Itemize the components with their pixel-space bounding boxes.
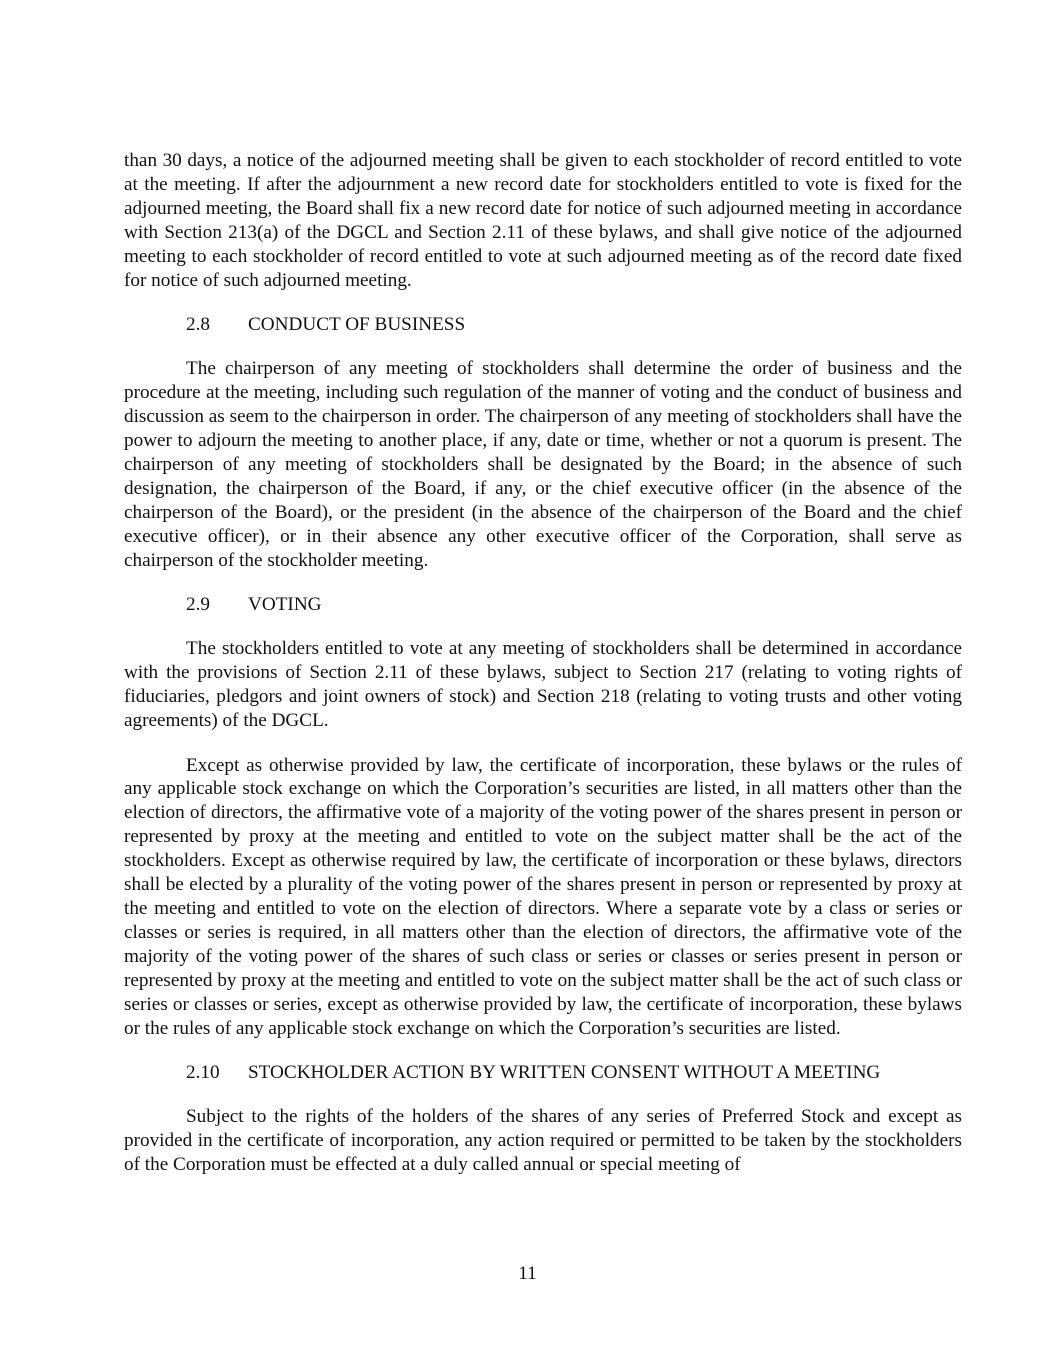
section-heading-2-8 (186, 313, 962, 337)
paragraph-written-consent: Subject to the rights of the holders of the shares of any series of Preferred Stock and except as provided in the certificate of incorporation, any action required or permitted to be taken by the stockholders of the Corporation must be effected at a duly called annual or special meeting of (124, 1106, 962, 1176)
paragraph-conduct-of-business: The chairperson of any meeting of stockholders shall determine the order of business and the procedure at the meeting, including such regulation of the manner of voting and the conduct of business and discussion as seem to the chairperson in order. The chairperson of any meeting of stockholders shall have the power to adjourn the meeting to another place, if any, date or time, whether or not a quorum is present. The chairperson of any meeting of stockholders shall be designated by the Board; in the absence of such designation, the chairperson of the Board, if any, or the chief executive officer (in the absence of the chairperson of the Board), or the president (in the absence of the chairperson of the Board and the chief executive officer), or in their absence any other executive officer of the Corporation, shall serve as chairperson of the stockholder meeting. (124, 358, 962, 571)
paragraph-voting-majority: Except as otherwise provided by law, the certificate of incorporation, these bylaws or the rules of any applicable stock exchange on which the Corporation’s securities are listed, in all matters other than the election of directors, the affirmative vote of a majority of the voting power of the shares present in person or represented by proxy at the meeting and entitled to vote on the subject matter shall be the act of the stockholders. Except as otherwise required by law, the certificate of incorporation or these bylaws, directors shall be elected by a plurality of the voting power of the shares present in person or represented by proxy at the meeting and entitled to vote on the election of directors. Where a separate vote by a class or series or classes or series is required, in all matters other than the election of directors, the affirmative vote of the majority of the voting power of the shares of such class or series or classes or series present in person or represented by proxy at the meeting and entitled to vote on the subject matter shall be the act of such class or series or classes or series, except as otherwise provided by law, the certificate of incorporation, these bylaws or the rules of any applicable stock exchange on which the Corporation’s securities are listed. (124, 754, 962, 1039)
paragraph-voting-entitlement: The stockholders entitled to vote at any meeting of stockholders shall be determined in accordance with the provisions of Section 2.11 of these bylaws, subject to Section 217 (relating to voting rights of fiduciaries, pledgors and joint owners of stock) and Section 218 (relating to voting trusts and other voting agreements) of the DGCL. (124, 638, 962, 732)
section-title: CONDUCT OF BUSINESS (248, 313, 466, 335)
section-number: 2.8 (186, 313, 210, 335)
section-title: VOTING (248, 594, 322, 615)
section-number: 2.10 (186, 1061, 220, 1083)
section-heading-2-10 (186, 1061, 962, 1085)
page-number: 11 (518, 1263, 537, 1284)
paragraph-adjourned-meeting-notice: than 30 days, a notice of the adjourned meeting shall be given to each stockholder of record entitled to vote at the meeting. If after the adjournment a new record date for stockholders entitled to vote is fixed for the adjourned meeting, the Board shall fix a new record date for notice of such adjourned meeting in accordance with Section 213(a) of the DGCL and Section 2.11 of these bylaws, and shall give notice of the adjourned meeting to each stockholder of record entitled to vote at such adjourned meeting as of the record date fixed for notice of such adjourned meeting. (124, 150, 962, 291)
section-number: 2.9 (186, 594, 210, 615)
section-heading-2-9 (186, 593, 962, 617)
section-title: STOCKHOLDER ACTION BY WRITTEN CONSENT WITHOUT A MEETING (248, 1061, 881, 1083)
page-body (124, 149, 962, 1198)
